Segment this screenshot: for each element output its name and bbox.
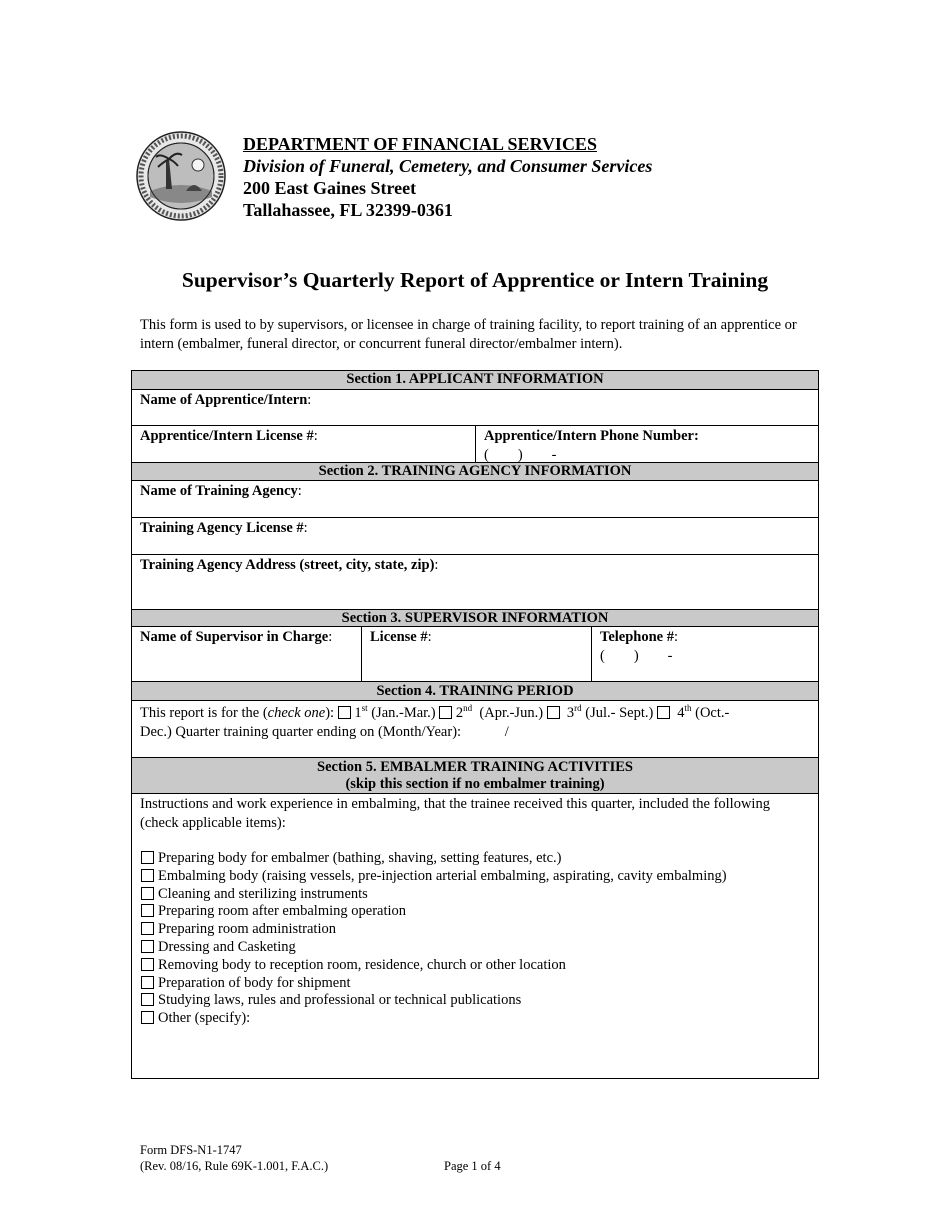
activity-checkbox[interactable] — [141, 922, 154, 935]
section5-subheading: (skip this section if no embalmer training) — [345, 776, 605, 792]
apprentice-phone-template: ( ) - — [484, 447, 557, 463]
list-item[interactable]: Studying laws, rules and professional or technical publications — [141, 992, 727, 1010]
list-item[interactable]: Cleaning and sterilizing instruments — [141, 886, 727, 904]
activity-checkbox[interactable] — [141, 940, 154, 953]
activity-checkbox[interactable] — [141, 869, 154, 882]
supervisor-license-field[interactable]: License #: — [361, 627, 591, 681]
apprentice-name-label: Name of Apprentice/Intern — [140, 392, 308, 408]
list-item[interactable]: Dressing and Casketing — [141, 939, 727, 957]
section3-heading: Section 3. SUPERVISOR INFORMATION — [132, 610, 818, 627]
list-item[interactable]: Removing body to reception room, residence, church or other location — [141, 957, 727, 975]
activity-checkbox[interactable] — [141, 993, 154, 1006]
activity-checklist — [141, 850, 727, 1028]
form-title: Supervisor’s Quarterly Report of Apprentice or Intern Training — [181, 268, 769, 292]
agency-name-field[interactable]: Name of Training Agency: — [132, 481, 818, 518]
supervisor-name-field[interactable]: Name of Supervisor in Charge: — [140, 629, 333, 645]
supervisor-phone-template: ( ) - — [600, 648, 673, 664]
q2-checkbox[interactable] — [439, 706, 452, 719]
agency-header — [243, 133, 652, 221]
supervisor-phone-label: Telephone # — [600, 629, 674, 645]
intro-text: This form is used to by supervisors, or licensee in charge of training facility, to report training of an apprentice or intern (embalmer, funeral director, or concurrent funeral director/embalmer intern). — [140, 317, 797, 352]
city-address: Tallahassee, FL 32399-0361 — [243, 200, 453, 220]
form-footer — [140, 1142, 501, 1174]
list-item[interactable]: Embalming body (raising vessels, pre-injection arterial embalming, aspirating, cavity embalming) — [141, 868, 727, 886]
q3-checkbox[interactable] — [547, 706, 560, 719]
apprentice-phone-label: Apprentice/Intern Phone Number: — [484, 428, 699, 444]
supervisor-phone-field[interactable]: Telephone #: ( ) - — [591, 627, 818, 681]
form-id: Form DFS-N1-1747 — [140, 1143, 242, 1157]
apprentice-name-field[interactable]: Name of Apprentice/Intern: — [132, 390, 818, 426]
training-period: This report is for the (check one): 1st (Jan.-Mar.) 2nd (Apr.-Jun.) 3rd (Jul.- Sept.) 4th (Oct.- Dec.) Quarter training quarter ending on (Month/Year): / — [140, 703, 730, 740]
apprentice-license-field[interactable]: Apprentice/Intern License #: — [140, 428, 318, 444]
activity-checkbox[interactable] — [141, 1011, 154, 1024]
q4-checkbox[interactable] — [657, 706, 670, 719]
agency-license-field[interactable]: Training Agency License #: — [132, 518, 818, 555]
check-one-hint: check one — [267, 705, 326, 721]
q1-checkbox[interactable] — [338, 706, 351, 719]
list-item[interactable]: Preparing room after embalming operation — [141, 903, 727, 921]
supervisor-name-label: Name of Supervisor in Charge — [140, 629, 329, 645]
section1-heading: Section 1. APPLICANT INFORMATION — [132, 371, 818, 390]
activity-checkbox[interactable] — [141, 976, 154, 989]
quarter-ending-label: Dec.) Quarter training quarter ending on (Month/Year): — [140, 724, 462, 740]
activity-checkbox[interactable] — [141, 958, 154, 971]
agency-name-label: Name of Training Agency — [140, 483, 298, 499]
division-name: Division of Funeral, Cemetery, and Consumer Services — [243, 156, 653, 176]
agency-license-label: Training Agency License # — [140, 520, 304, 536]
state-seal-logo — [136, 131, 226, 221]
agency-address-field[interactable]: Training Agency Address (street, city, state, zip): — [132, 555, 818, 610]
street-address: 200 East Gaines Street — [243, 178, 417, 198]
list-item[interactable]: Preparing body for embalmer (bathing, shaving, setting features, etc.) — [141, 850, 727, 868]
report-form — [131, 370, 819, 1079]
apprentice-license-label: Apprentice/Intern License # — [140, 428, 314, 444]
list-item[interactable]: Preparation of body for shipment — [141, 975, 727, 993]
activity-checkbox[interactable] — [141, 904, 154, 917]
activity-checkbox[interactable] — [141, 887, 154, 900]
agency-address-label: Training Agency Address (street, city, state, zip) — [140, 557, 435, 573]
section5-heading: Section 5. EMBALMER TRAINING ACTIVITIES (skip this section if no embalmer training) — [132, 758, 818, 794]
supervisor-license-label: License # — [370, 629, 428, 645]
embalmer-activities — [132, 794, 818, 1078]
list-item[interactable]: Other (specify): — [141, 1010, 727, 1028]
list-item[interactable]: Preparing room administration — [141, 921, 727, 939]
page-number: Page 1 of 4 — [444, 1159, 501, 1173]
section5-instructions: Instructions and work experience in embalming, that the trainee received this quarter, included the following (check applicable items): — [140, 796, 770, 831]
department-name: DEPARTMENT OF FINANCIAL SERVICES — [243, 134, 597, 154]
section2-heading: Section 2. TRAINING AGENCY INFORMATION — [132, 463, 818, 481]
apprentice-phone-field[interactable] — [475, 426, 818, 462]
activity-checkbox[interactable] — [141, 851, 154, 864]
section4-heading: Section 4. TRAINING PERIOD — [132, 682, 818, 701]
form-revision: (Rev. 08/16, Rule 69K-1.001, F.A.C.) — [140, 1159, 329, 1173]
